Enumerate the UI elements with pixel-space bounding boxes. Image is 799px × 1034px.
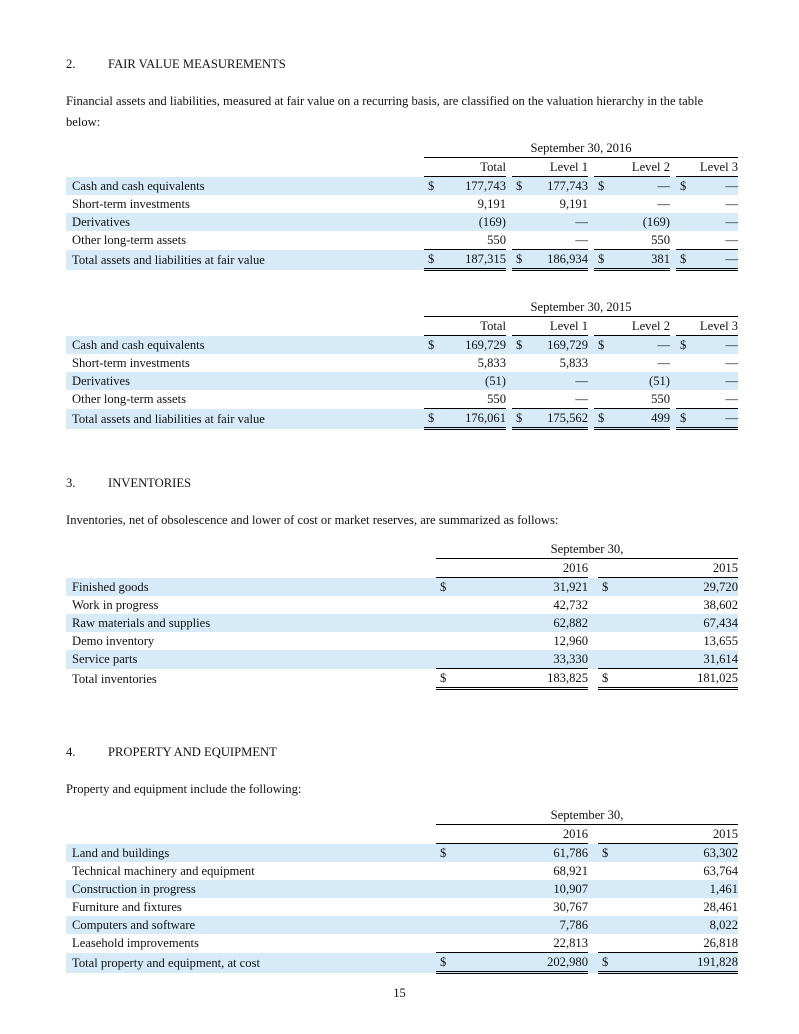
- currency-symbol: [598, 614, 614, 632]
- currency-symbol: [512, 195, 522, 213]
- table-row: [66, 231, 738, 250]
- currency-symbol: [424, 372, 438, 390]
- cell-value: —: [686, 409, 738, 429]
- table-row: [66, 880, 738, 898]
- cell-value: 499: [604, 409, 670, 429]
- table-row: [66, 953, 738, 973]
- cell-value: 186,934: [522, 250, 588, 270]
- currency-symbol: $: [598, 953, 614, 973]
- cell-value: —: [686, 372, 738, 390]
- currency-symbol: [598, 650, 614, 669]
- cell-value: (51): [438, 372, 506, 390]
- table-period-header: September 30,: [436, 806, 738, 825]
- column-header: Level 2: [594, 158, 670, 177]
- section-3-title: INVENTORIES: [108, 476, 192, 490]
- cell-value: 63,764: [703, 864, 739, 878]
- cell-value: 550: [438, 231, 506, 250]
- currency-symbol: $: [436, 578, 458, 597]
- currency-symbol: [436, 632, 458, 650]
- row-label: Other long-term assets: [72, 392, 187, 407]
- cell-value: —: [725, 197, 739, 211]
- cell-value: 177,743: [522, 177, 588, 196]
- column-header: Total: [424, 317, 506, 336]
- section-3-intro: Inventories, net of obsolescence and lower of cost or market reserves, are summarized as follows:: [66, 513, 559, 527]
- cell-value: —: [686, 177, 738, 196]
- row-label: Raw materials and supplies: [66, 614, 436, 632]
- cell-value: 550: [604, 231, 670, 250]
- table-row: [66, 934, 738, 953]
- currency-symbol: [436, 898, 458, 916]
- cell-value: (169): [438, 213, 506, 231]
- cell-value: 12,960: [553, 634, 588, 648]
- row-label: Technical machinery and equipment: [72, 864, 255, 878]
- row-label: Total property and equipment, at cost: [66, 953, 436, 973]
- table-row: [66, 650, 738, 669]
- table-row: [66, 390, 738, 409]
- currency-symbol: [594, 195, 604, 213]
- currency-symbol: [512, 213, 522, 231]
- currency-symbol: [436, 880, 458, 898]
- cell-value: 169,729: [522, 336, 588, 355]
- currency-symbol: [598, 862, 614, 880]
- cell-value: (51): [604, 372, 670, 390]
- currency-symbol: [676, 390, 686, 409]
- cell-value: 7,786: [458, 916, 588, 934]
- section-2-title: FAIR VALUE MEASUREMENTS: [108, 57, 286, 71]
- table-row: [66, 336, 738, 355]
- page-number: 15: [393, 986, 406, 1000]
- currency-symbol: [424, 213, 438, 231]
- currency-symbol: $: [598, 578, 614, 597]
- row-label: Service parts: [66, 650, 436, 669]
- column-header: Total: [424, 158, 506, 177]
- currency-symbol: $: [436, 953, 458, 973]
- cell-value: 28,461: [703, 900, 739, 914]
- cell-value: —: [522, 213, 588, 231]
- row-label: Demo inventory: [72, 634, 155, 648]
- cell-value: 31,614: [614, 650, 738, 669]
- currency-symbol: [676, 354, 686, 372]
- fair-value-table-t2016: [66, 139, 738, 271]
- currency-symbol: [598, 880, 614, 898]
- currency-symbol: $: [594, 250, 604, 270]
- currency-symbol: [424, 354, 438, 372]
- currency-symbol: [436, 650, 458, 669]
- cell-value: —: [686, 336, 738, 355]
- currency-symbol: [424, 390, 438, 409]
- currency-symbol: [512, 372, 522, 390]
- table-row: [66, 177, 738, 196]
- section-3-number: 3.: [66, 476, 76, 490]
- currency-symbol: [598, 934, 614, 953]
- table-row: [66, 844, 738, 863]
- currency-symbol: [424, 231, 438, 250]
- cell-value: —: [725, 356, 739, 370]
- table-row: [66, 669, 738, 689]
- cell-value: 10,907: [458, 880, 588, 898]
- cell-value: —: [522, 372, 588, 390]
- cell-value: 9,191: [559, 197, 588, 211]
- cell-value: 177,743: [438, 177, 506, 196]
- cell-value: 181,025: [614, 669, 738, 689]
- currency-symbol: $: [424, 409, 438, 429]
- cell-value: —: [522, 231, 588, 250]
- cell-value: 183,825: [458, 669, 588, 689]
- table-row: [66, 409, 738, 429]
- cell-value: 550: [604, 390, 670, 409]
- cell-value: (169): [604, 213, 670, 231]
- s4-table: [66, 806, 738, 974]
- cell-value: 187,315: [438, 250, 506, 270]
- table-row: [66, 614, 738, 632]
- row-label: Furniture and fixtures: [72, 900, 182, 914]
- currency-symbol: [676, 213, 686, 231]
- currency-symbol: [436, 614, 458, 632]
- table-row: [66, 916, 738, 934]
- table-row: [66, 578, 738, 597]
- table-row: [66, 596, 738, 614]
- column-header: 2016: [436, 559, 588, 578]
- currency-symbol: [676, 372, 686, 390]
- currency-symbol: $: [676, 250, 686, 270]
- cell-value: 550: [438, 390, 506, 409]
- currency-symbol: $: [598, 669, 614, 689]
- column-header: 2015: [598, 559, 738, 578]
- cell-value: 33,330: [458, 650, 588, 669]
- cell-value: —: [657, 197, 670, 211]
- currency-symbol: [594, 354, 604, 372]
- currency-symbol: $: [676, 336, 686, 355]
- currency-symbol: $: [512, 177, 522, 196]
- table-row: [66, 862, 738, 880]
- currency-symbol: [512, 390, 522, 409]
- currency-symbol: [436, 916, 458, 934]
- cell-value: —: [604, 336, 670, 355]
- cell-value: 9,191: [477, 197, 506, 211]
- table-period-header: September 30, 2015: [424, 298, 738, 317]
- cell-value: 13,655: [703, 634, 739, 648]
- currency-symbol: [436, 596, 458, 614]
- cell-value: 29,720: [614, 578, 738, 597]
- currency-symbol: [594, 372, 604, 390]
- column-header: 2015: [598, 825, 738, 844]
- cell-value: 42,732: [553, 598, 588, 612]
- currency-symbol: $: [512, 250, 522, 270]
- currency-symbol: [594, 390, 604, 409]
- currency-symbol: [436, 862, 458, 880]
- row-label: Total assets and liabilities at fair value: [66, 409, 424, 429]
- cell-value: 176,061: [438, 409, 506, 429]
- cell-value: —: [686, 390, 738, 409]
- currency-symbol: [594, 231, 604, 250]
- currency-symbol: [594, 213, 604, 231]
- fair-value-table-t2015: [66, 298, 738, 430]
- row-label: Land and buildings: [66, 844, 436, 863]
- row-label: Total assets and liabilities at fair value: [66, 250, 424, 270]
- cell-value: 381: [604, 250, 670, 270]
- currency-symbol: $: [594, 177, 604, 196]
- table-period-header: September 30, 2016: [424, 139, 738, 158]
- currency-symbol: $: [424, 250, 438, 270]
- column-header: Level 1: [512, 317, 588, 336]
- row-label: Computers and software: [66, 916, 436, 934]
- cell-value: 191,828: [614, 953, 738, 973]
- currency-symbol: [676, 195, 686, 213]
- currency-symbol: $: [676, 409, 686, 429]
- currency-symbol: [436, 934, 458, 953]
- currency-symbol: [598, 916, 614, 934]
- column-header: Level 3: [676, 158, 738, 177]
- section-4-title: PROPERTY AND EQUIPMENT: [108, 745, 277, 759]
- table-row: [66, 898, 738, 916]
- column-header: 2016: [436, 825, 588, 844]
- cell-value: 62,882: [458, 614, 588, 632]
- cell-value: 61,786: [458, 844, 588, 863]
- cell-value: 169,729: [438, 336, 506, 355]
- row-label: Short-term investments: [72, 197, 190, 211]
- row-label: Short-term investments: [72, 356, 190, 370]
- table-row: [66, 213, 738, 231]
- cell-value: 31,921: [458, 578, 588, 597]
- row-label: Leasehold improvements: [72, 936, 199, 951]
- row-label: Finished goods: [66, 578, 436, 597]
- cell-value: 202,980: [458, 953, 588, 973]
- cell-value: —: [686, 231, 738, 250]
- currency-symbol: $: [424, 336, 438, 355]
- currency-symbol: [424, 195, 438, 213]
- cell-value: —: [604, 177, 670, 196]
- currency-symbol: [512, 231, 522, 250]
- table-period-header: September 30,: [436, 540, 738, 559]
- row-label: Total inventories: [72, 671, 157, 686]
- row-label: Derivatives: [66, 372, 424, 390]
- cell-value: 175,562: [522, 409, 588, 429]
- cell-value: 63,302: [614, 844, 738, 863]
- section-4-number: 4.: [66, 745, 76, 759]
- cell-value: —: [522, 390, 588, 409]
- cell-value: 5,833: [477, 356, 506, 370]
- currency-symbol: $: [424, 177, 438, 196]
- table-row: [66, 250, 738, 270]
- cell-value: 38,602: [703, 598, 739, 612]
- currency-symbol: $: [594, 409, 604, 429]
- table-row: [66, 354, 738, 372]
- row-label: Derivatives: [66, 213, 424, 231]
- currency-symbol: $: [512, 409, 522, 429]
- currency-symbol: $: [598, 844, 614, 863]
- currency-symbol: [598, 596, 614, 614]
- table-row: [66, 372, 738, 390]
- table-row: [66, 632, 738, 650]
- currency-symbol: $: [436, 844, 458, 863]
- cell-value: 1,461: [614, 880, 738, 898]
- currency-symbol: $: [512, 336, 522, 355]
- section-2-number: 2.: [66, 57, 76, 71]
- row-label: Construction in progress: [66, 880, 436, 898]
- column-header: Level 3: [676, 317, 738, 336]
- currency-symbol: [598, 898, 614, 916]
- column-header: Level 2: [594, 317, 670, 336]
- section-4-intro: Property and equipment include the following:: [66, 782, 302, 796]
- table-row: [66, 195, 738, 213]
- row-label: Other long-term assets: [72, 233, 187, 248]
- currency-symbol: $: [594, 336, 604, 355]
- row-label: Work in progress: [72, 598, 159, 612]
- currency-symbol: [598, 632, 614, 650]
- currency-symbol: $: [436, 669, 458, 689]
- cell-value: 5,833: [559, 356, 588, 370]
- cell-value: 8,022: [614, 916, 738, 934]
- row-label: Cash and cash equivalents: [66, 336, 424, 355]
- s3-table: [66, 540, 738, 690]
- cell-value: 68,921: [553, 864, 588, 878]
- currency-symbol: [676, 231, 686, 250]
- section-2-intro: Financial assets and liabilities, measured at fair value on a recurring basis, are classified on the valuation hierarchy in the table below:: [66, 94, 704, 129]
- cell-value: 67,434: [614, 614, 738, 632]
- cell-value: 30,767: [553, 900, 588, 914]
- column-header: Level 1: [512, 158, 588, 177]
- cell-value: 22,813: [458, 934, 588, 953]
- currency-symbol: [512, 354, 522, 372]
- cell-value: 26,818: [614, 934, 738, 953]
- currency-symbol: $: [676, 177, 686, 196]
- cell-value: —: [686, 250, 738, 270]
- cell-value: —: [657, 356, 670, 370]
- row-label: Cash and cash equivalents: [66, 177, 424, 196]
- cell-value: —: [686, 213, 738, 231]
